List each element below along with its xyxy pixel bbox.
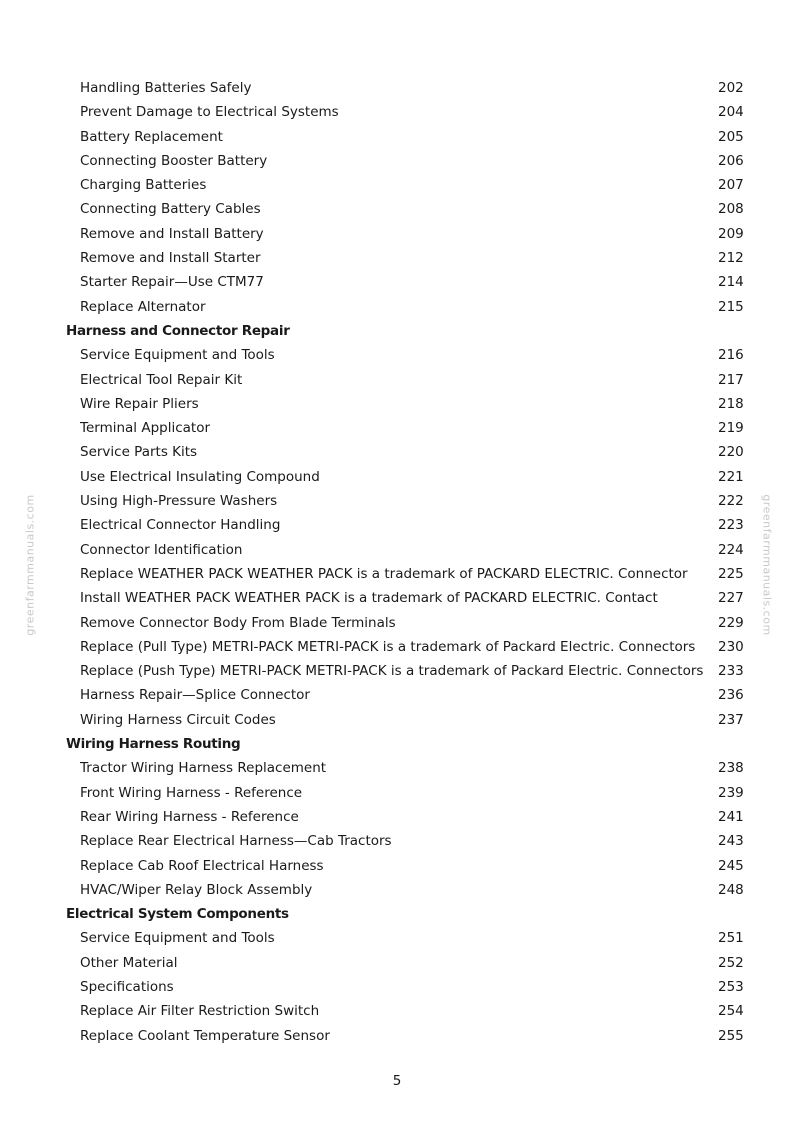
toc-entry-page-number: 202 (718, 80, 744, 96)
toc-entry-title: Wire Repair Pliers (80, 395, 199, 412)
toc-entry-page-number: 236 (718, 687, 744, 704)
toc-entry[interactable] (0, 805, 794, 829)
toc-entry-title: Service Equipment and Tools (80, 930, 275, 947)
toc-entry-title: Replace WEATHER PACK WEATHER PACK is a trademark of PACKARD ELECTRIC. Connector (80, 565, 688, 582)
toc-entry-title: Rear Wiring Harness - Reference (80, 808, 299, 825)
toc-entry-page-number: 208 (718, 201, 744, 218)
toc-entry[interactable] (0, 756, 794, 780)
toc-entry-title: Electrical Connector Handling (80, 517, 281, 534)
toc-section-heading (0, 732, 794, 756)
toc-entry-title: Replace Alternator (80, 298, 206, 315)
toc-entry-title: Replace (Pull Type) METRI-PACK METRI-PACK is a trademark of Packard Electric. Connectors (80, 638, 696, 655)
toc-entry-page-number: 245 (718, 857, 744, 874)
toc-entry[interactable] (0, 659, 794, 683)
toc-entry-page-number: 243 (718, 833, 744, 850)
toc-entry-page-number: 223 (718, 517, 744, 534)
toc-entry[interactable] (0, 440, 794, 464)
toc-entry-page-number: 220 (718, 444, 744, 461)
toc-entry[interactable] (0, 197, 794, 221)
toc-entry-title: Battery Replacement (80, 128, 223, 145)
toc-entry-title: Replace (Push Type) METRI-PACK METRI-PACK is a trademark of Packard Electric. Connectors (80, 663, 704, 680)
page-number: 5 (392, 1073, 402, 1089)
toc-entry-title: Handling Batteries Safely (80, 80, 252, 96)
toc-entry-page-number: 209 (718, 225, 744, 242)
toc-entry-title: Other Material (80, 954, 178, 971)
toc-entry-page-number: 230 (718, 638, 744, 655)
toc-entry-page-number: 221 (718, 468, 744, 485)
toc-entry[interactable] (0, 173, 794, 197)
toc-entry-title: Remove and Install Battery (80, 225, 264, 242)
toc-entry[interactable] (0, 683, 794, 707)
toc-entry[interactable] (0, 1024, 794, 1048)
toc-entry[interactable] (0, 343, 794, 367)
toc-entry[interactable] (0, 635, 794, 659)
toc-entry-title: Starter Repair—Use CTM77 (80, 274, 264, 291)
toc-entry-title: HVAC/Wiper Relay Block Assembly (80, 881, 313, 898)
toc-entry[interactable] (0, 149, 794, 173)
toc-entry-page-number: 218 (718, 395, 744, 412)
toc-entry[interactable] (0, 222, 794, 246)
toc-entry-page-number: 212 (718, 250, 744, 267)
toc-entry-title: Replace Rear Electrical Harness—Cab Tractors (80, 833, 392, 850)
toc-entry[interactable] (0, 100, 794, 124)
toc-entry-page-number: 227 (718, 590, 744, 607)
toc-entry[interactable] (0, 951, 794, 975)
toc-entry[interactable] (0, 926, 794, 950)
toc-entry-page-number: 255 (718, 1027, 744, 1044)
toc-entry[interactable] (0, 513, 794, 537)
watermark-left: greenfarmmanuals.com (23, 494, 37, 636)
toc-entry-title: Remove and Install Starter (80, 250, 261, 267)
table-of-contents (0, 76, 794, 1048)
toc-entry-title: Replace Coolant Temperature Sensor (80, 1027, 330, 1044)
toc-entry[interactable] (0, 270, 794, 294)
toc-entry-title: Connector Identification (80, 541, 243, 558)
toc-entry[interactable] (0, 781, 794, 805)
toc-entry[interactable] (0, 999, 794, 1023)
toc-entry[interactable] (0, 854, 794, 878)
toc-entry[interactable] (0, 368, 794, 392)
toc-entry-page-number: 207 (718, 177, 744, 194)
toc-entry[interactable] (0, 975, 794, 999)
toc-entry[interactable] (0, 611, 794, 635)
toc-entry-page-number: 239 (718, 784, 744, 801)
toc-entry-title: Wiring Harness Circuit Codes (80, 711, 276, 728)
toc-entry-page-number: 204 (718, 104, 744, 121)
toc-entry-title: Replace Air Filter Restriction Switch (80, 1003, 320, 1020)
toc-entry-page-number: 224 (718, 541, 744, 558)
toc-entry[interactable] (0, 76, 794, 100)
toc-entry-page-number: 251 (718, 930, 744, 947)
toc-entry[interactable] (0, 586, 794, 610)
toc-entry-title: Electrical Tool Repair Kit (80, 371, 243, 388)
toc-entry-page-number: 238 (718, 760, 744, 777)
toc-entry-page-number: 214 (718, 274, 744, 291)
toc-entry-page-number: 254 (718, 1003, 744, 1020)
toc-entry-page-number: 229 (718, 614, 744, 631)
toc-entry[interactable] (0, 878, 794, 902)
toc-entry-page-number: 241 (718, 808, 744, 825)
toc-entry-title: Remove Connector Body From Blade Terminals (80, 614, 396, 631)
toc-entry[interactable] (0, 829, 794, 853)
toc-entry-page-number: 225 (718, 565, 744, 582)
toc-entry-title: Front Wiring Harness - Reference (80, 784, 303, 801)
toc-entry-title: Prevent Damage to Electrical Systems (80, 104, 339, 121)
toc-entry-page-number: 233 (718, 663, 744, 680)
toc-entry-page-number: 215 (718, 298, 744, 315)
toc-entry[interactable] (0, 708, 794, 732)
toc-entry-title: Service Parts Kits (80, 444, 198, 461)
toc-entry-title: Replace Cab Roof Electrical Harness (80, 857, 324, 874)
toc-entry-title: Connecting Booster Battery (80, 152, 268, 169)
toc-entry-title: Connecting Battery Cables (80, 201, 261, 218)
toc-entry-title: Tractor Wiring Harness Replacement (80, 760, 327, 777)
toc-entry-title: Use Electrical Insulating Compound (80, 468, 320, 485)
toc-section-title: Electrical System Components (66, 906, 289, 923)
toc-entry-page-number: 248 (718, 881, 744, 898)
toc-entry-page-number: 253 (718, 978, 744, 995)
toc-entry-page-number: 206 (718, 152, 744, 169)
toc-entry-page-number: 237 (718, 711, 744, 728)
toc-entry[interactable] (0, 416, 794, 440)
toc-entry-title: Specifications (80, 978, 174, 995)
toc-entry-title: Terminal Applicator (80, 420, 211, 437)
toc-section-title: Wiring Harness Routing (66, 736, 241, 753)
toc-section-heading (0, 902, 794, 926)
toc-entry-page-number: 216 (718, 347, 744, 364)
watermark-right: greenfarmmanuals.com (760, 494, 774, 636)
toc-entry[interactable] (0, 465, 794, 489)
toc-entry-title: Using High-Pressure Washers (80, 493, 278, 510)
toc-entry-title: Service Equipment and Tools (80, 347, 275, 364)
toc-section-heading (0, 319, 794, 343)
toc-entry[interactable] (0, 392, 794, 416)
toc-entry-title: Harness Repair—Splice Connector (80, 687, 310, 704)
toc-entry-page-number: 219 (718, 420, 744, 437)
toc-entry[interactable] (0, 125, 794, 149)
toc-section-title: Harness and Connector Repair (66, 322, 290, 339)
toc-entry-page-number: 205 (718, 128, 744, 145)
toc-entry-page-number: 222 (718, 493, 744, 510)
toc-entry[interactable] (0, 489, 794, 513)
toc-entry[interactable] (0, 562, 794, 586)
toc-entry-page-number: 217 (718, 371, 744, 388)
toc-entry-page-number: 252 (718, 954, 744, 971)
toc-entry-title: Charging Batteries (80, 177, 207, 194)
toc-entry-title: Install WEATHER PACK WEATHER PACK is a trademark of PACKARD ELECTRIC. Contact (80, 590, 658, 607)
toc-entry[interactable] (0, 295, 794, 319)
toc-entry[interactable] (0, 538, 794, 562)
toc-entry[interactable] (0, 246, 794, 270)
